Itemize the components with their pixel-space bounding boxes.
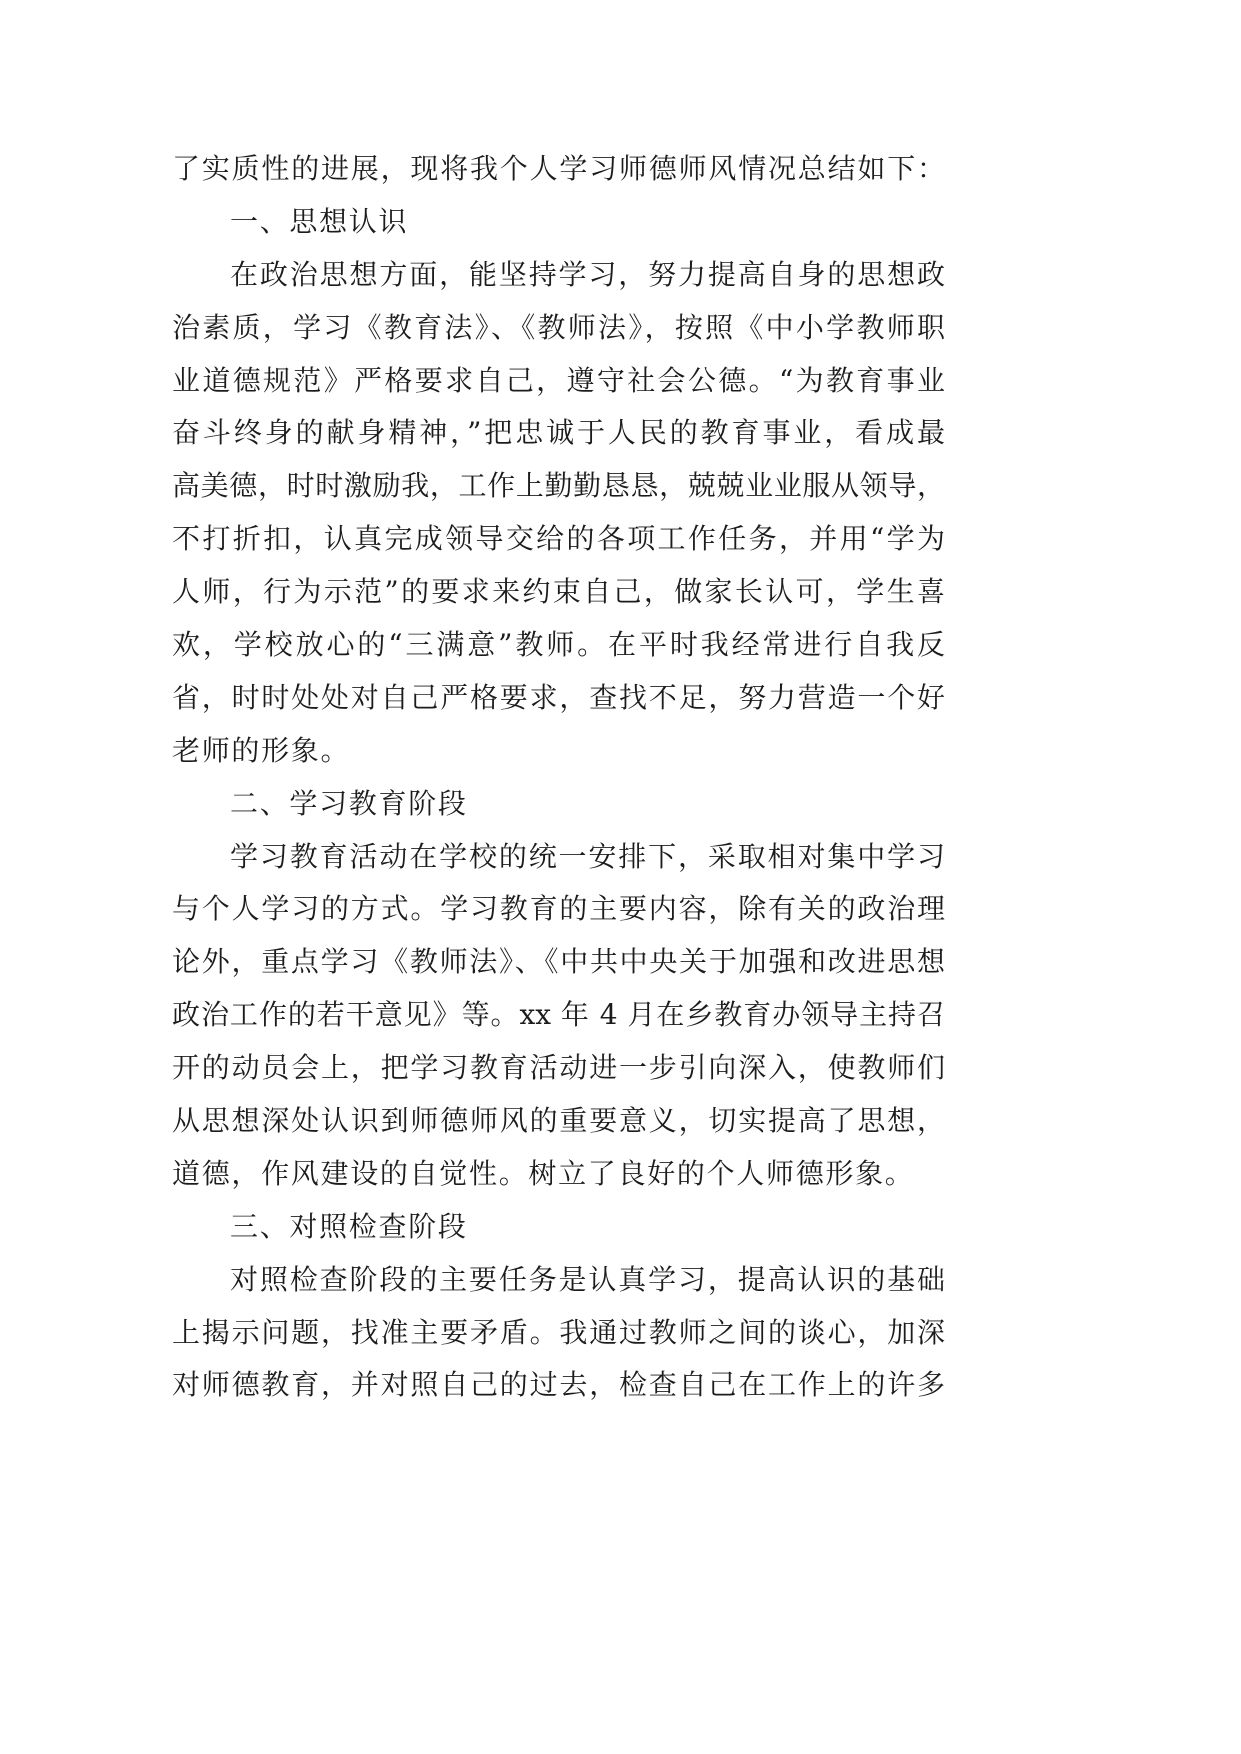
text-line: 欢，学校放心的“三满意”教师。在平时我经常进行自我反 [172, 628, 945, 662]
text-line: 业道德规范》严格要求自己，遵守社会公德。“为教育事业 [172, 363, 945, 397]
text-line: 不打折扣，认真完成领导交给的各项工作任务，并用“学为 [172, 522, 945, 556]
text-line: 道德，作风建设的自觉性。树立了良好的个人师德形象。 [172, 1156, 915, 1190]
text-line: 奋斗终身的献身精神，”把忠诚于人民的教育事业，看成最 [172, 416, 945, 450]
text-line: 政治工作的若干意见》等。xx 年 4 月在乡教育办领导主持召 [172, 998, 945, 1032]
text-line: 论外，重点学习《教师法》、《中共中央关于加强和改进思想 [172, 945, 945, 979]
text-line: 省，时时处处对自己严格要求，查找不足，努力营造一个好 [172, 680, 945, 714]
section-heading: 一、思想认识 [230, 204, 409, 238]
section-heading: 二、学习教育阶段 [230, 786, 468, 820]
text-line: 对照检查阶段的主要任务是认真学习，提高认识的基础 [230, 1262, 945, 1296]
text-line: 从思想深处认识到师德师风的重要意义，切实提高了思想， [172, 1104, 945, 1138]
text-line: 老师的形象。 [172, 733, 351, 767]
text-line: 治素质，学习《教育法》、《教师法》，按照《中小学教师职 [172, 310, 945, 344]
text-line: 人师，行为示范”的要求来约束自己，做家长认可，学生喜 [172, 575, 945, 609]
text-line: 开的动员会上，把学习教育活动进一步引向深入，使教师们 [172, 1051, 945, 1085]
text-line: 学习教育活动在学校的统一安排下，采取相对集中学习 [230, 839, 945, 873]
text-line: 上揭示问题，找准主要矛盾。我通过教师之间的谈心，加深 [172, 1315, 945, 1349]
text-line: 与个人学习的方式。学习教育的主要内容，除有关的政治理 [172, 892, 945, 926]
text-line: 在政治思想方面，能坚持学习，努力提高自身的思想政 [230, 257, 945, 291]
text-line: 了实质性的进展，现将我个人学习师德师风情况总结如下： [172, 152, 945, 185]
document-body [172, 143, 945, 1412]
section-heading: 三、对照检查阶段 [230, 1209, 468, 1243]
text-line: 对师德教育，并对照自己的过去，检查自己在工作上的许多 [172, 1368, 945, 1402]
text-line: 高美德，时时激励我，工作上勤勤恳恳，兢兢业业服从领导， [172, 469, 945, 503]
